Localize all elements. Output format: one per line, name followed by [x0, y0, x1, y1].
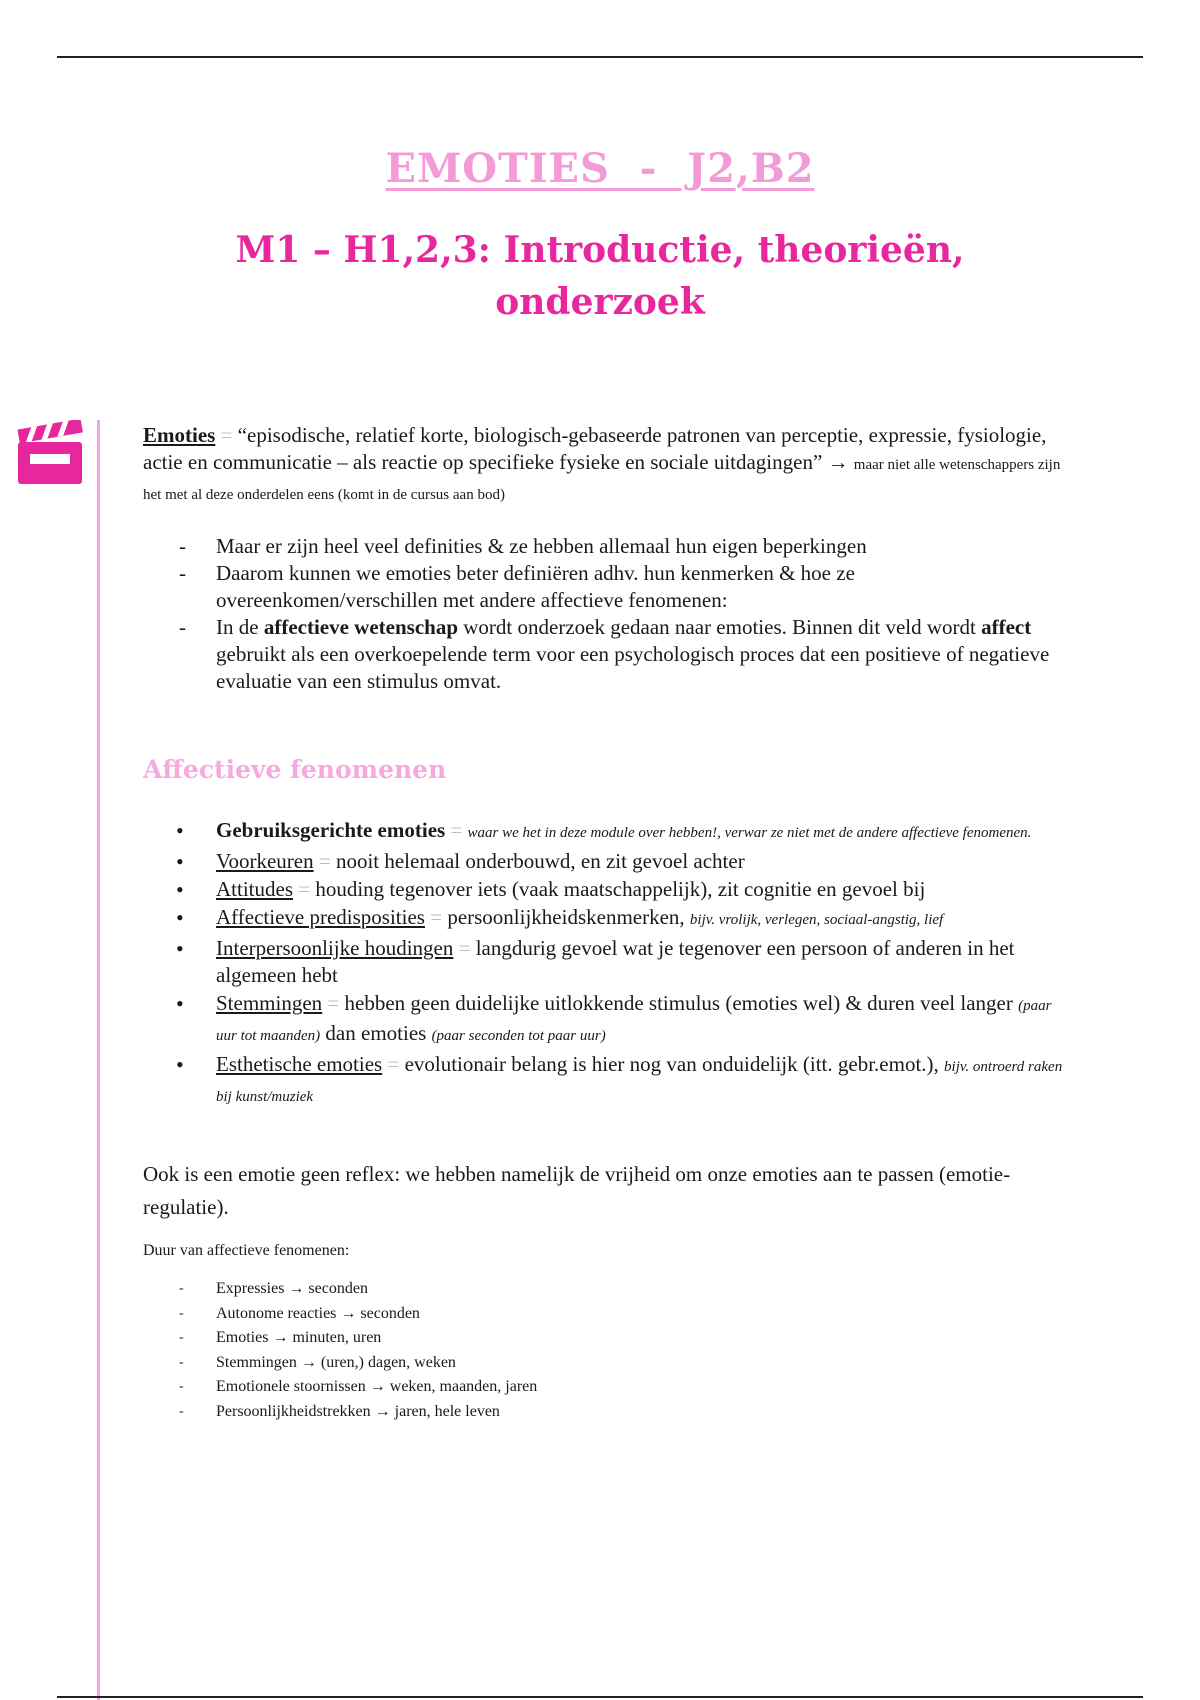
list-item: - Expressies → seconden — [143, 1277, 1063, 1302]
definition-note: maar niet alle wetenschappers zijn het met al deze onderdelen eens (komt in de cursus aan bod) — [143, 457, 1061, 503]
list-item: • Gebruiksgerichte emoties = waar we het in deze module over hebben!, verwar ze niet met de andere affectieve fenomenen. — [143, 817, 1063, 847]
list-item: - Daarom kunnen we emoties beter definiëren adhv. hun kenmerken & hoe ze overeenkomen/verschillen met andere affectieve fenomenen: — [143, 560, 1063, 614]
list-item: - Autonome reacties → seconden — [143, 1302, 1063, 1327]
reflex-paragraph: Ook is een emotie geen reflex: we hebben namelijk de vrijheid om onze emoties aan te passen (emotie-regulatie). — [143, 1162, 1011, 1219]
top-rule — [57, 56, 1143, 58]
list-item: - Maar er zijn heel veel definities & ze hebben allemaal hun eigen beperkingen — [143, 533, 1063, 560]
bottom-rule — [57, 1696, 1143, 1698]
page-subtitle: M1 – H1,2,3: Introductie, theorieën, onderzoek — [235, 229, 965, 323]
list-item: • Esthetische emoties = evolutionair belang is hier nog van onduidelijk (itt. gebr.emot.), bijv. ontroerd raken bij kunst/muziek — [143, 1051, 1063, 1111]
intro-list — [143, 533, 1063, 695]
list-item: - Persoonlijkheidstrekken → jaren, hele leven — [143, 1400, 1063, 1425]
list-item: • Stemmingen = hebben geen duidelijke uitlokkende stimulus (emoties wel) & duren veel langer (paar uur tot maanden) dan emoties (paar seconden tot paar uur) — [143, 990, 1063, 1050]
clapperboard-icon — [14, 420, 86, 486]
list-item: - In de affectieve wetenschap wordt onderzoek gedaan naar emoties. Binnen dit veld wordt affect gebruikt als een overkoepelende term voor een psychologisch proces dat een positieve of negatieve evaluatie van een stimulus omvat. — [143, 614, 1063, 695]
definition-term: Emoties — [143, 423, 216, 447]
list-item: • Voorkeuren = nooit helemaal onderbouwd, en zit gevoel achter — [143, 848, 1063, 875]
list-item: - Emoties → minuten, uren — [143, 1326, 1063, 1351]
list-item: - Emotionele stoornissen → weken, maanden, jaren — [143, 1375, 1063, 1400]
list-item: • Interpersoonlijke houdingen = langdurig gevoel wat je tegenover een persoon of anderen in het algemeen hebt — [143, 935, 1063, 989]
phenomena-list — [143, 817, 1063, 1112]
sidebar-line — [97, 420, 100, 1700]
page-title: EMOTIES - J2,B2 — [385, 145, 815, 192]
list-item: • Attitudes = houding tegenover iets (vaak maatschappelijk), zit cognitie en gevoel bij — [143, 876, 1063, 903]
duration-list — [143, 1277, 1063, 1424]
definition-paragraph — [143, 422, 1063, 509]
list-item: • Affectieve predisposities = persoonlijkheidskenmerken, bijv. vrolijk, verlegen, sociaal-angstig, lief — [143, 904, 1063, 934]
duration-intro: Duur van affectieve fenomenen: — [143, 1242, 350, 1259]
equals-sign: = — [215, 423, 238, 447]
section-heading: Affectieve fenomenen — [143, 755, 447, 784]
list-item: - Stemmingen → (uren,) dagen, weken — [143, 1351, 1063, 1376]
definition-text: “episodische, relatief korte, biologisch-gebaseerde patronen van perceptie, expressie, fysiologie, actie en communicatie – als reactie op specifieke fysieke en sociale uitdagingen” → — [143, 423, 1047, 474]
